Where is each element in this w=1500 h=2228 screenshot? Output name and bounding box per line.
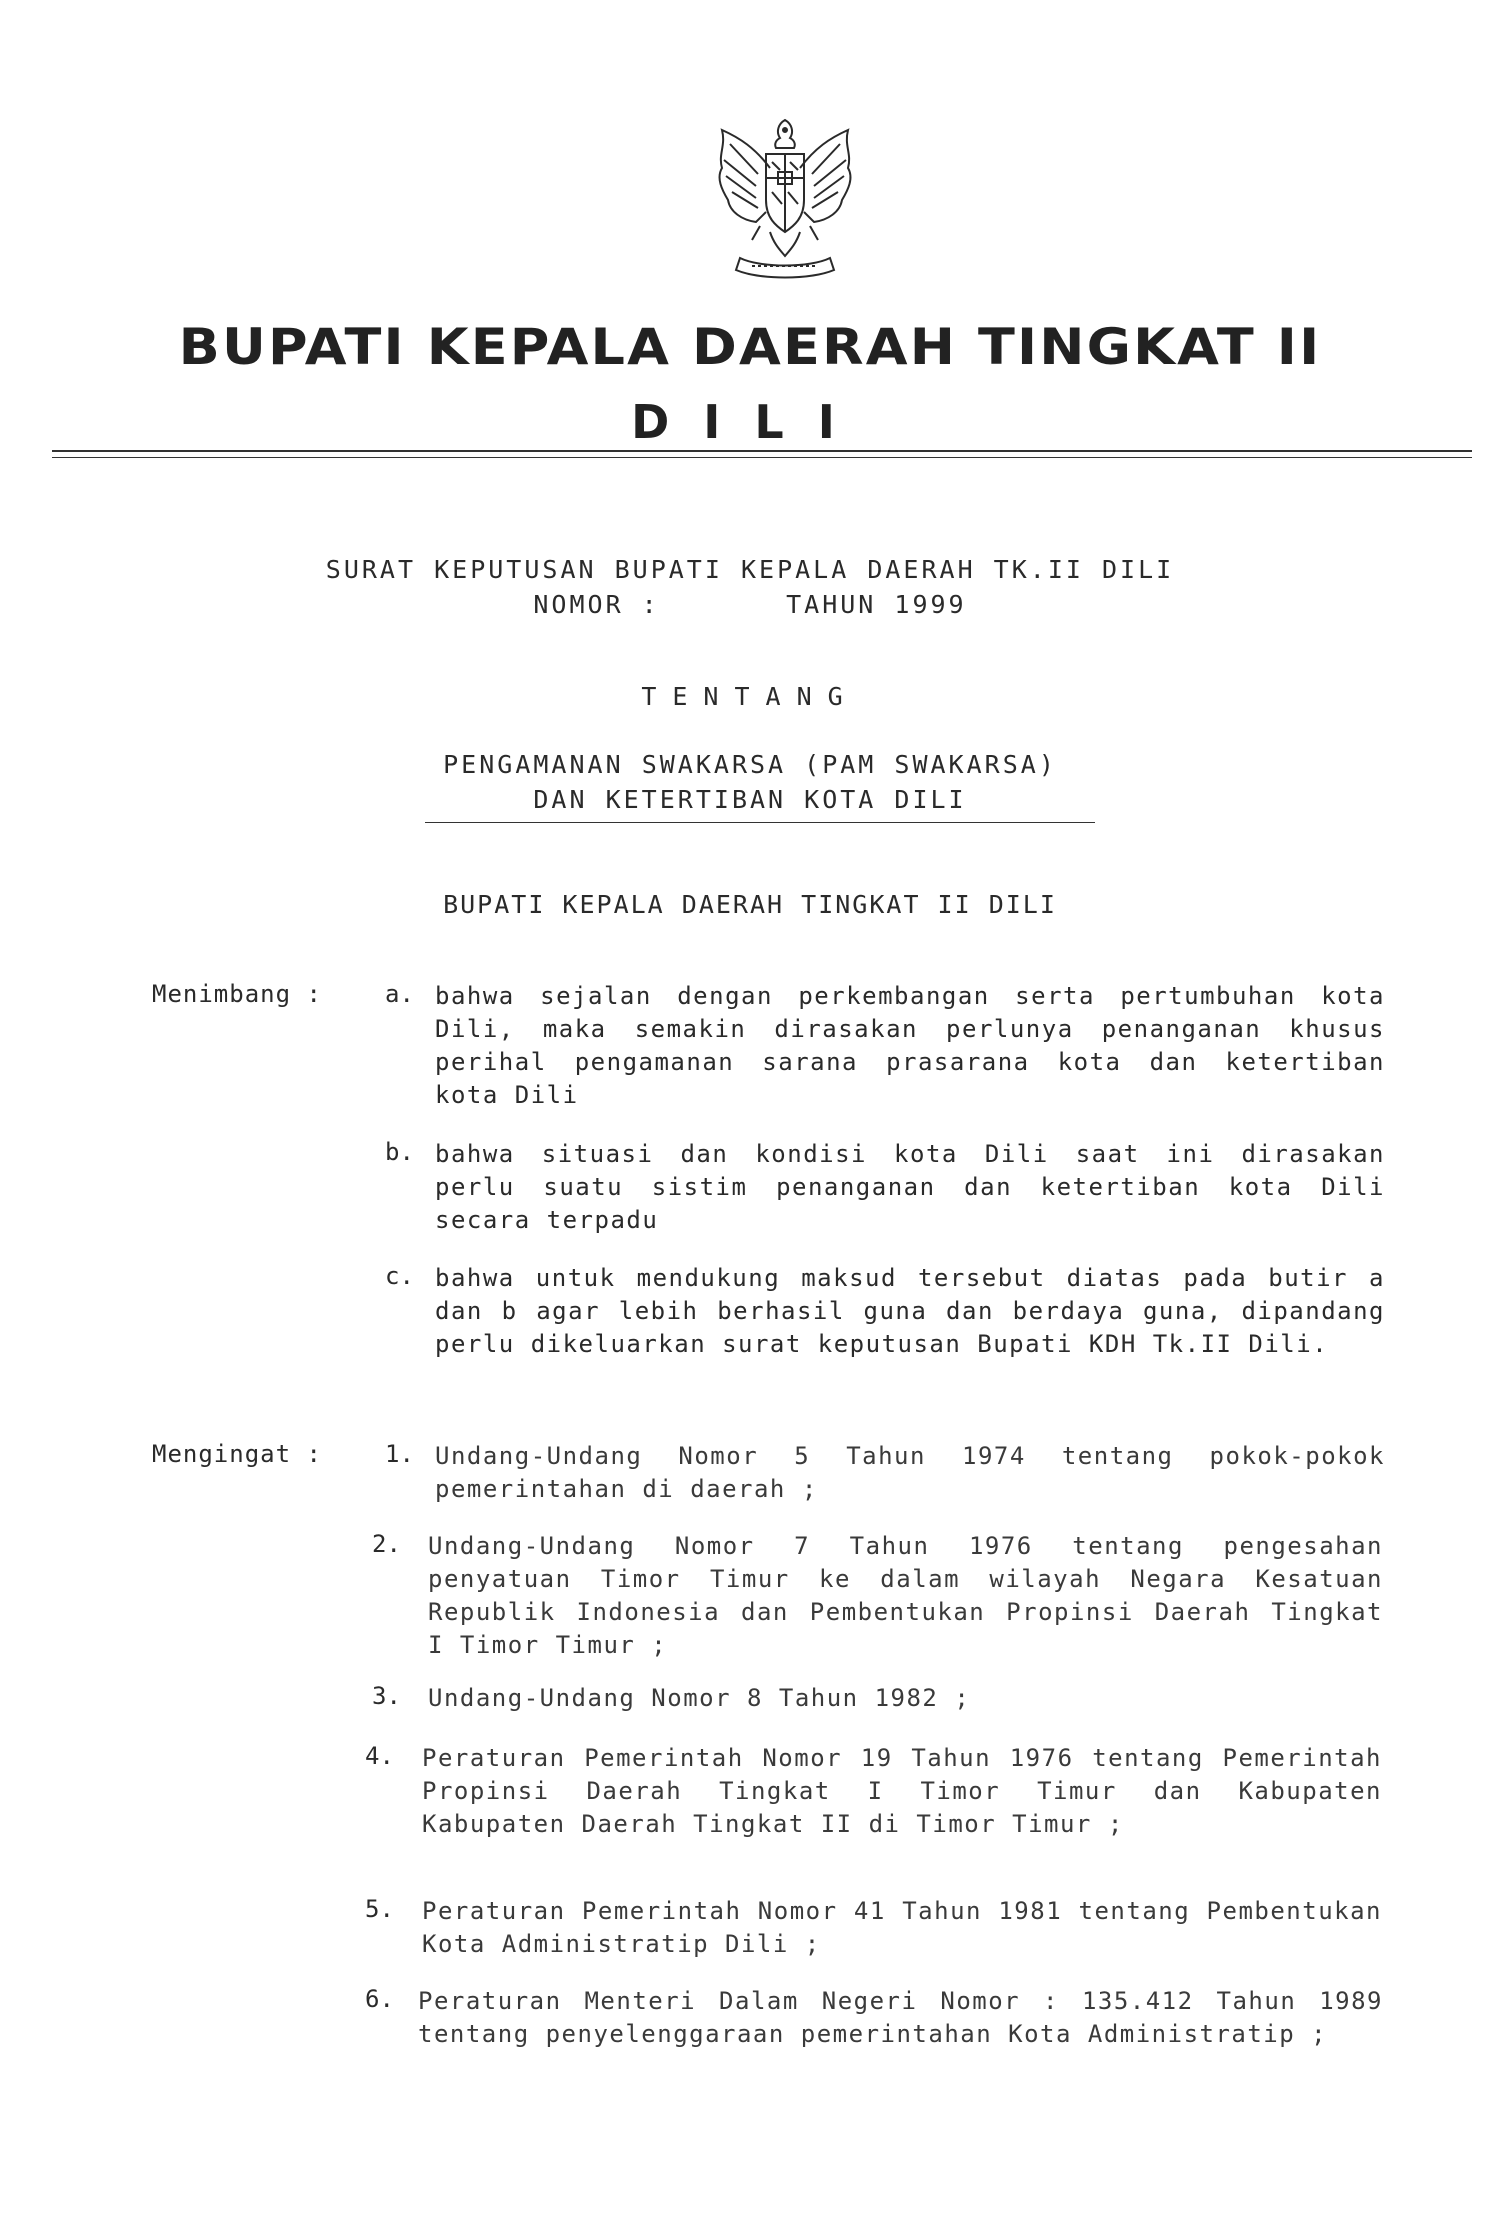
institution-title: BUPATI KEPALA DAERAH TINGKAT II: [178, 318, 1322, 376]
menimbang-label: Menimbang :: [152, 980, 322, 1008]
menimbang-item-marker: a.: [385, 980, 414, 1008]
mengingat-item-text: Undang-Undang Nomor 8 Tahun 1982 ;: [428, 1684, 971, 1712]
decree-subject-line2: DAN KETERTIBAN KOTA DILI: [533, 785, 967, 814]
menimbang-item-text: bahwa situasi dan kondisi kota Dili saat ini dirasakan perlu suatu sistim penanganan dan ketertiban kota Dili secara terpadu: [435, 1140, 1385, 1234]
header-rule-bottom: [52, 457, 1472, 458]
subject-underline: [425, 822, 1095, 823]
mengingat-item-marker: 3.: [372, 1682, 401, 1710]
mengingat-item-marker: 1.: [385, 1440, 414, 1468]
mengingat-item-text: Undang-Undang Nomor 5 Tahun 1974 tentang pokok-pokok pemerintahan di daerah ;: [435, 1442, 1385, 1503]
mengingat-item-text: Peraturan Pemerintah Nomor 41 Tahun 1981 tentang Pembentukan Kota Administratip Dili ;: [422, 1897, 1382, 1958]
decree-subject-line1: PENGAMANAN SWAKARSA (PAM SWAKARSA): [443, 750, 1057, 779]
menimbang-item-marker: b.: [385, 1138, 414, 1166]
garuda-emblem-icon: [700, 108, 870, 283]
mengingat-item-marker: 4.: [365, 1742, 394, 1770]
mengingat-item-marker: 2.: [372, 1530, 401, 1558]
menimbang-item-text: bahwa sejalan dengan perkembangan serta pertumbuhan kota Dili, maka semakin dirasakan perlunya penanganan khusus perihal pengamanan sarana prasarana kota dan ketertiban kota Dili: [435, 982, 1385, 1109]
menimbang-item-text: bahwa untuk mendukung maksud tersebut diatas pada butir a dan b agar lebih berhasil guna dan berdaya guna, dipandang perlu dikeluarkan surat keputusan Bupati KDH Tk.II Dili.: [435, 1264, 1385, 1358]
issuing-official: BUPATI KEPALA DAERAH TINGKAT II DILI: [443, 890, 1057, 919]
header-rule-top: [52, 450, 1472, 452]
mengingat-item-text: Peraturan Menteri Dalam Negeri Nomor : 135.412 Tahun 1989 tentang penyelenggaraan pemerintahan Kota Administratip ;: [418, 1987, 1383, 2048]
decree-tentang: TENTANG: [641, 682, 859, 711]
decree-title: SURAT KEPUTUSAN BUPATI KEPALA DAERAH TK.II DILI: [325, 555, 1175, 584]
decree-number: NOMOR : TAHUN 1999: [533, 590, 967, 619]
mengingat-item-text: Peraturan Pemerintah Nomor 19 Tahun 1976 tentang Pemerintah Propinsi Daerah Tingkat I Timor Timur dan Kabupaten Kabupaten Daerah Tingkat II di Timor Timur ;: [422, 1744, 1382, 1838]
mengingat-item-marker: 5.: [365, 1895, 394, 1923]
mengingat-label: Mengingat :: [152, 1440, 322, 1468]
institution-city: DILI: [631, 395, 869, 449]
mengingat-item-text: Undang-Undang Nomor 7 Tahun 1976 tentang pengesahan penyatuan Timor Timur ke dalam wilayah Negara Kesatuan Republik Indonesia dan Pembentukan Propinsi Daerah Tingkat I Timor Timur ;: [428, 1532, 1383, 1659]
mengingat-item-marker: 6.: [365, 1985, 394, 2013]
menimbang-item-marker: c.: [385, 1262, 414, 1290]
